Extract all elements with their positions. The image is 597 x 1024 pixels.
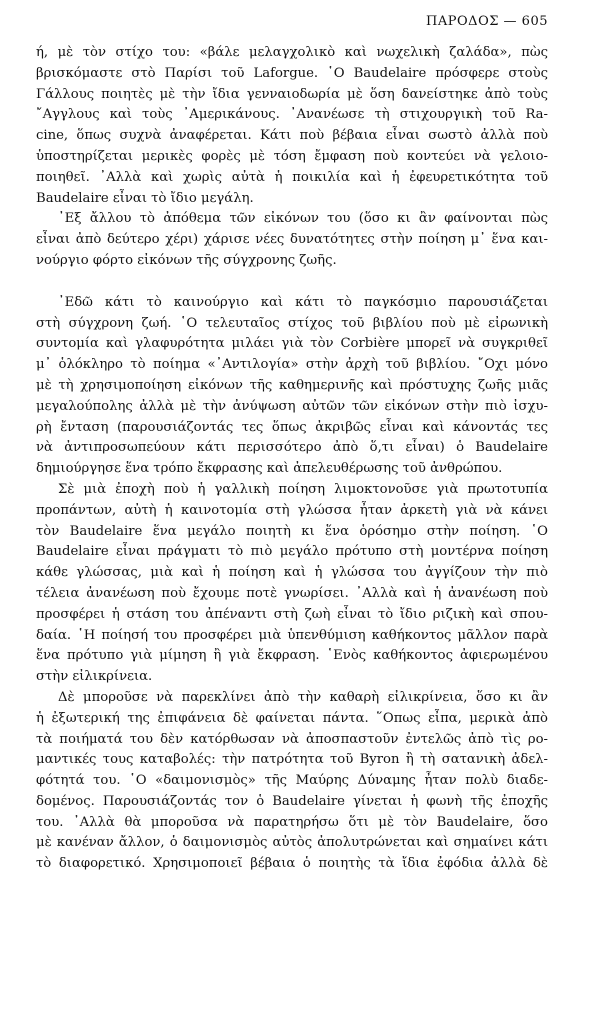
body-text (36, 43, 548, 875)
paragraph (36, 43, 548, 209)
text-line: εἶναι ἀπὸ δεύτερο χέρι) χάρισε νέες δυνατότητες στὴν ποίηση μ᾿ ἕνα και- (36, 232, 548, 248)
text-line: ή, μὲ τὸν στίχο του: «βάλε μελαγχολικὸ καὶ νωχελικὴ ζαλάδα», πὼς (36, 45, 548, 60)
text-line: του. ᾿Αλλὰ θὰ μποροῦσα νὰ παρατηρήσω ὅτι μὲ τὸν Baudelaire, ὅσο (36, 814, 548, 830)
text-line: ᾿Εξ ἄλλου τὸ ἀπόθεμα τῶν εἰκόνων του (ὅσο κι ἂν φαίνονται πὼς (58, 211, 548, 227)
text-line: δομένος. Παρουσιάζοντάς τον ὁ Baudelaire γίνεται ἡ φωνὴ τῆς ἐποχῆς (36, 793, 548, 809)
text-line: ρὴ ἔνταση (παρουσιάζοντάς τες ὅπως ἀκριβῶς εἶναι καὶ κάνοντάς τες (36, 419, 548, 435)
text-line: τέλεια ἀνανέωση ποὺ ἔχουμε ποτὲ γνωρίσει. ᾿Αλλὰ καὶ ἡ ἀνανέωση ποὺ (36, 585, 548, 601)
text-line: στὴν εἰλικρίνεια. (36, 669, 153, 685)
text-line: προπάντων, αὐτὴ ἡ καινοτομία στὴ γλώσσα ἦταν ἀρκετὴ γιὰ νὰ κάνει (36, 502, 548, 518)
paragraph (36, 293, 548, 480)
text-line: Δὲ μποροῦσε νὰ παρεκλίνει ἀπὸ τὴν καθαρὴ εἰλικρίνεια, ὅσο κι ἂν (58, 689, 548, 705)
text-line: ἕνα πρότυπο γιὰ μίμηση ἢ γιὰ ἔκφραση. ῾Ενὸς καθήκοντος ἀφιερωμένου (36, 648, 548, 664)
paragraph (36, 209, 548, 271)
text-line: Baudelaire εἶναι πράγματι τὸ πιὸ μεγάλο πρότυπο στὴ μοντέρνα ποίηση (36, 544, 548, 560)
text-line: μ᾿ ὁλόκληρο τὸ ποίημα «᾿Αντιλογία» στὴν ἀρχὴ τοῦ βιβλίου. ῎Οχι μόνο (36, 357, 548, 373)
text-line: τὸν Baudelaire ἕνα μεγάλο ποιητὴ κι ἕνα ὁρόσημο στὴν ποίηση. ῾Ο (36, 523, 548, 539)
text-line: στὴ σύγχρονη ζωή. ῾Ο τελευταῖος στίχος τοῦ βιβλίου ποὺ μὲ εἰρωνικὴ (36, 315, 548, 331)
text-line: μὲ τὴ χρησιμοποίηση εἰκόνων τῆς καθημερινῆς καὶ πρόστυχης ζωῆς μιᾶς (36, 377, 548, 393)
text-line: δημιούργησε ἕνα τρόπο ἔκφρασης καὶ ἀπελευθέρωσης τοῦ ἀνθρώπου. (36, 461, 503, 477)
paragraph-gap (36, 272, 548, 293)
text-line: νὰ ἀντιπροσωπεύουν κάτι περισσότερο ἀπὸ ὅ,τι εἶναι) ὁ Baudelaire (36, 440, 548, 456)
text-line: ᾿Εδῶ κάτι τὸ καινούργιο καὶ κάτι τὸ παγκόσμιο παρουσιάζεται (58, 294, 548, 310)
text-line: κάθε γλώσσας, μιὰ καὶ ἡ ποίηση καὶ ἡ γλώσσα του ἀγγίζουν τὴν πιὸ (36, 565, 548, 581)
text-line: cine, ὅπως συχνὰ ἀναφέρεται. Κάτι ποὺ βέβαια εἶναι σωστὸ ἀλλὰ ποὺ (36, 128, 548, 144)
text-line: βρισκόμαστε στὸ Παρίσι τοῦ Laforgue. ῾Ο Baudelaire πρόσφερε στοὺς (36, 65, 548, 81)
paragraph (36, 480, 548, 688)
text-line: συντομία καὶ γλαφυρότητα μιλάει γιὰ τὸν Corbière μπορεῖ νὰ συγκριθεῖ (36, 336, 548, 352)
text-line: προσφέρει ἡ στάση του ἀπέναντι στὴ ζωὴ εἶναι τὸ ἴδιο ριζικὴ καὶ σπου- (36, 606, 548, 622)
text-line: τὸ διαφορετικό. Χρησιμοποιεῖ βέβαια ὁ ποιητὴς τὰ ἴδια ἐφόδια ἀλλὰ δὲ (36, 856, 548, 872)
text-line: ὑποστηρίζεται μερικὲς φορὲς μὲ τόση ἔμφαση ποὺ κοντεύει νὰ γελοιο- (36, 148, 548, 164)
text-line: νούργιο φόρτο εἰκόνων τῆς σύγχρονης ζωῆς. (36, 252, 337, 268)
text-line: μὲ κανέναν ἄλλον, ὁ δαιμονισμὸς αὐτὸς ἀπολυτρώνεται καὶ σημαίνει κάτι (36, 835, 548, 851)
text-line: Σὲ μιὰ ἐποχὴ ποὺ ἡ γαλλικὴ ποίηση λιμοκτονοῦσε γιὰ πρωτοτυπία (58, 481, 548, 497)
text-line: ἡ ἐξωτερική της ἐπιφάνεια δὲ φαίνεται πάντα. ῞Οπως εἶπα, μερικὰ ἀπὸ (36, 710, 548, 726)
text-line: τὰ ποιήματά του δὲν κατόρθωσαν νὰ ἀποσπαστοῦν ἐντελῶς ἀπὸ τὶς ρο- (36, 731, 548, 747)
text-line: μεγαλούπολης ἀλλὰ μὲ τὴν ἀνύψωση αὐτῶν τῶν εἰκόνων στὴν πιὸ ἰσχυ- (36, 398, 548, 414)
running-head: ΠΑΡΟΔΟΣ — 605 (426, 14, 548, 29)
text-line: Baudelaire εἶναι τὸ ἴδιο μεγάλη. (36, 190, 254, 206)
paragraph (36, 688, 548, 875)
text-line: μαντικές τους καταβολές: τὴν πατρότητα τοῦ Byron ἢ τὴ σατανικὴ ἀδελ- (36, 752, 548, 768)
text-line: ποιηθεῖ. ᾿Αλλὰ καὶ χωρὶς αὐτὰ ἡ ποικιλία καὶ ἡ ἐφευρετικότητα τοῦ (36, 169, 548, 185)
text-line: δαία. ῾Η ποίησή του προσφέρει μιὰ ὑπενθύμιση καθήκοντος μᾶλλον παρὰ (36, 627, 548, 643)
text-line: Γάλλους ποιητὲς μὲ τὴν ἴδια γενναιοδωρία μὲ ὅση δανείστηκε ἀπὸ τοὺς (36, 86, 548, 102)
text-line: ῎Αγγλους καὶ τοὺς ᾿Αμερικάνους. ᾿Ανανέωσε τὴ στιχουργικὴ τοῦ Ra- (36, 107, 548, 123)
book-page (36, 14, 548, 875)
text-line: φότητά του. ῾Ο «δαιμονισμὸς» τῆς Μαύρης Δύναμης ἦταν πολὺ διαδε- (36, 773, 548, 789)
